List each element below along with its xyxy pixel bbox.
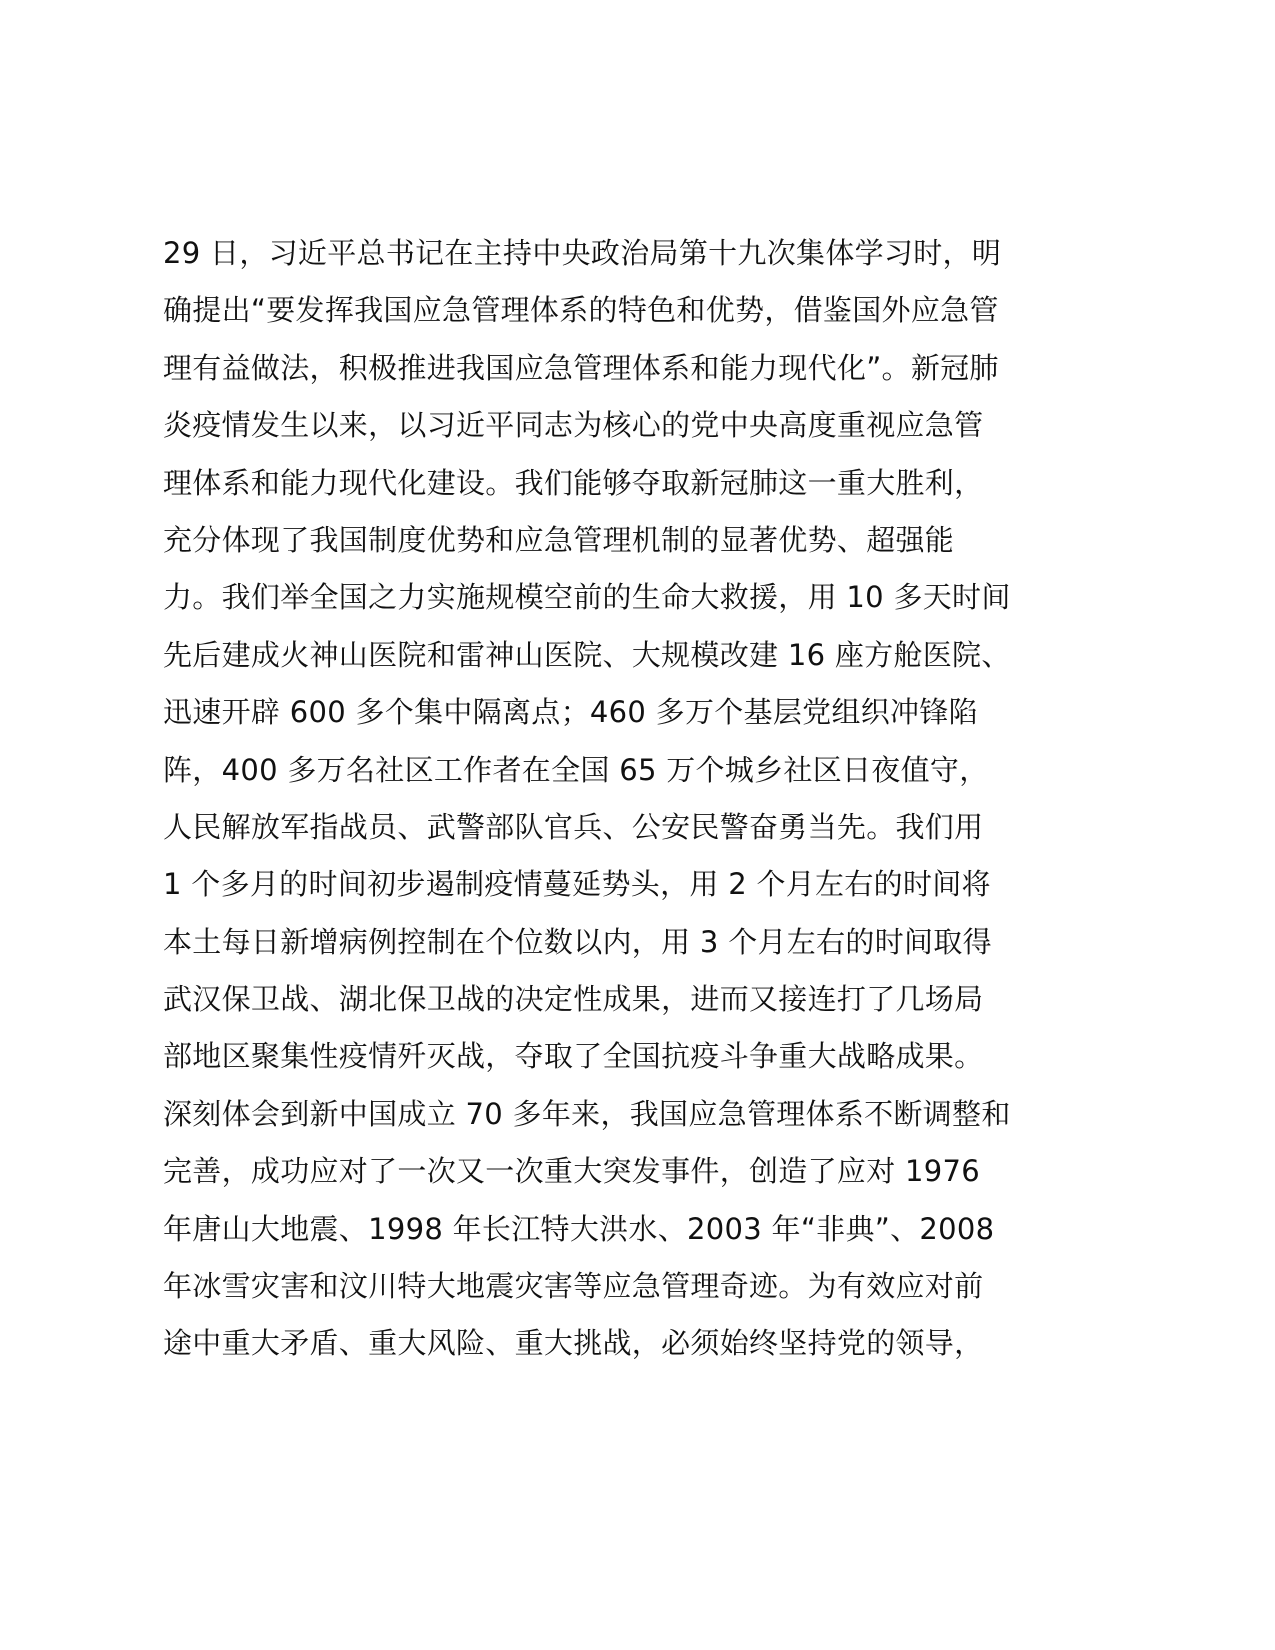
text-line: 年唐山大地震、1998 年长江特大洪水、2003 年“非典”、2008 — [163, 1211, 995, 1246]
text-line: 充分体现了我国制度优势和应急管理机制的显著优势、超强能 — [163, 522, 955, 557]
text-line: 阵，400 多万名社区工作者在全国 65 万个城乡社区日夜值守， — [163, 752, 989, 787]
text-line: 理有益做法，积极推进我国应急管理体系和能力现代化”。新冠肺 — [163, 350, 999, 385]
text-line: 武汉保卫战、湖北保卫战的决定性成果，进而又接连打了几场局 — [163, 982, 984, 1017]
text-line: 途中重大矛盾、重大风险、重大挑战，必须始终坚持党的领导， — [163, 1326, 984, 1361]
text-line: 炎疫情发生以来，以习近平同志为核心的党中央高度重视应急管 — [163, 408, 984, 443]
text-line: 确提出“要发挥我国应急管理体系的特色和优势，借鉴国外应急管 — [163, 293, 999, 328]
text-line: 1 个多月的时间初步遏制疫情蔓延势头，用 2 个月左右的时间将 — [163, 867, 991, 902]
text-line: 深刻体会到新中国成立 70 多年来，我国应急管理体系不断调整和 — [163, 1096, 1011, 1131]
body-paragraph — [163, 225, 1123, 1373]
text-line: 理体系和能力现代化建设。我们能够夺取新冠肺这一重大胜利， — [163, 465, 984, 500]
text-line: 部地区聚集性疫情歼灭战，夺取了全国抗疫斗争重大战略成果。 — [163, 1039, 984, 1074]
text-line: 本土每日新增病例控制在个位数以内，用 3 个月左右的时间取得 — [163, 924, 992, 959]
text-line: 先后建成火神山医院和雷神山医院、大规模改建 16 座方舱医院、 — [163, 637, 1011, 672]
text-line: 人民解放军指战员、武警部队官兵、公安民警奋勇当先。我们用 — [163, 809, 984, 844]
text-line: 完善，成功应对了一次又一次重大突发事件，创造了应对 1976 — [163, 1154, 981, 1189]
text-line: 力。我们举全国之力实施规模空前的生命大救援，用 10 多天时间 — [163, 580, 1011, 615]
text-line: 年冰雪灾害和汶川特大地震灾害等应急管理奇迹。为有效应对前 — [163, 1269, 984, 1304]
text-line: 迅速开辟 600 多个集中隔离点；460 多万个基层党组织冲锋陷 — [163, 695, 978, 730]
text-line: 29 日，习近平总书记在主持中央政治局第十九次集体学习时，明 — [163, 236, 1002, 270]
